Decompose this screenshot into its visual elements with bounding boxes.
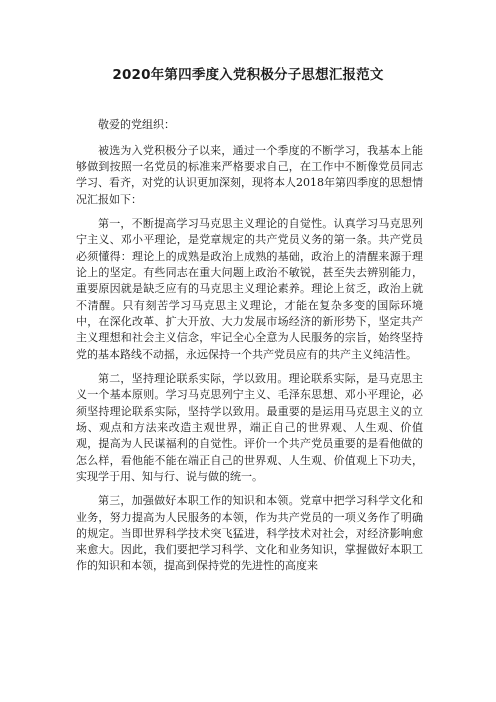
paragraph-second-point: 第二，坚持理论联系实际，学以致用。理论联系实际，是马克思主义一个基本原则。学习马克思列宁主义、毛泽东思想、邓小平理论，必须坚持理论联系实际，坚持学以致用。最重要的是运用马克思主义的立场、观点和方法来改造主观世界，端正自己的世界观、人生观、价值观，提高为人民谋福利的自觉性。评价一个共产党员重要的是看他做的怎么样，看他能不能在端正自己的世界观、人生观、价值观上下功夫，实现学于用、知与行、说与做的统一。 <box>76 372 423 483</box>
paragraph-intro: 被选为入党积极分子以来，通过一个季度的不断学习，我基本上能够做到按照一名党员的标准来严格要求自己，在工作中不断像党员同志学习、看齐，对党的认识更加深刻，现将本人2018年第四季度的思想情况汇报如下： <box>76 143 423 206</box>
document-title: 2020年第四季度入党积极分子思想汇报范文 <box>112 67 384 83</box>
salutation: 敬爱的党组织： <box>98 118 175 131</box>
paragraph-first-point: 第一，不断提高学习马克思主义理论的自觉性。认真学习马克思列宁主义、邓小平理论，是党章规定的共产党员义务的第一条。共产党员必须懂得：理论上的成熟是政治上成熟的基础，政治上的清醒来源于理论上的坚定。有些同志在重大问题上政治不敏锐，甚至失去辨别能力，重要原因就是缺乏应有的马克思主义理论素养。理论上贫乏，政治上就不清醒。只有刻苦学习马克思主义理论，才能在复杂多变的国际环境中，在深化改革、扩大开放、大力发展市场经济的新形势下，坚定共产主义理想和社会主义信念，牢记全心全意为人民服务的宗旨，始终坚持党的基本路线不动摇，永远保持一个共产党员应有的共产主义纯洁性。 <box>76 217 423 361</box>
document-body <box>76 117 423 583</box>
paragraph-third-point: 第三，加强做好本职工作的知识和本领。党章中把学习科学文化和业务，努力提高为人民服务的本领，作为共产党员的一项义务作了明确的规定。当即世界科学技术突飞猛进，科学技术对社会，对经济影响愈来愈大。因此，我们要把学习科学、文化和业务知识，掌握做好本职工作的知识和本领，提高到保持党的先进性的高度来 <box>76 494 423 573</box>
